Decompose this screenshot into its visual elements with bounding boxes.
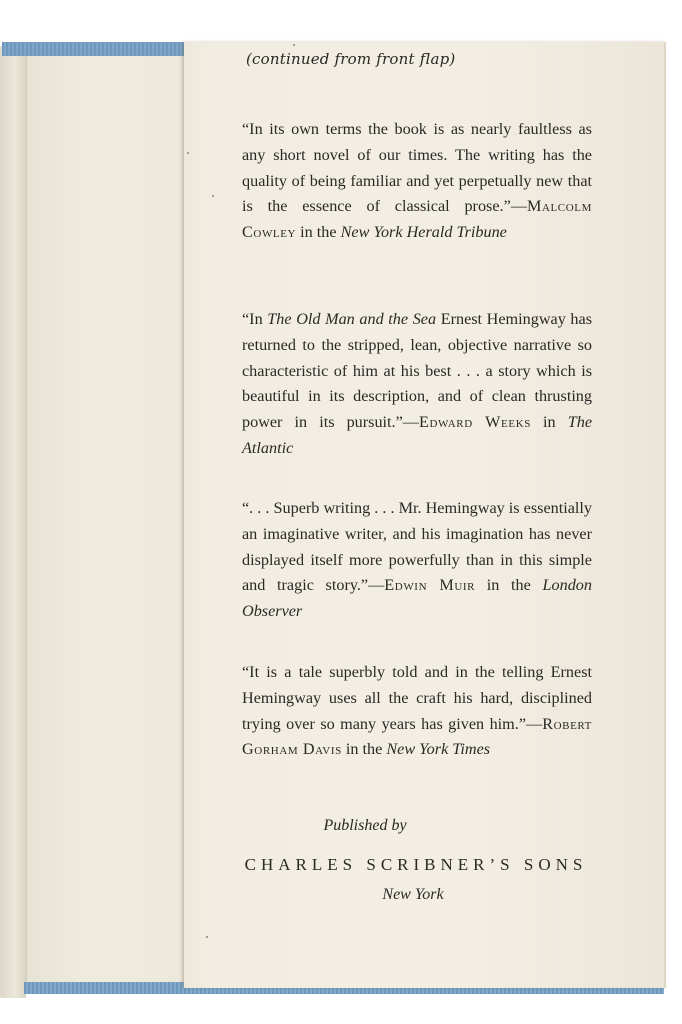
quote-source: New York Times: [386, 740, 491, 759]
publisher-city: New York: [382, 886, 444, 903]
book-page-edge: [0, 46, 26, 998]
paper-speck: [187, 152, 189, 154]
continued-note: (continued from front flap): [246, 50, 456, 68]
cloth-binding-top: [2, 42, 188, 56]
review-quote-4: [242, 660, 592, 763]
endpaper: [26, 56, 189, 984]
quote-connector: in: [530, 413, 568, 432]
quote-text: Ernest Hemingway has returned to the stripped, lean, objective narrative so characteristic of him at his best . . . a story which is beautiful in its description, and of clean thrusting power in its pursuit.”—: [242, 310, 592, 432]
quote-connector: in the: [475, 576, 543, 595]
quote-source: London Observer: [242, 576, 592, 621]
review-quote-1: [242, 117, 592, 246]
quote-source: The Atlantic: [242, 413, 593, 457]
review-quote-2: [242, 307, 592, 462]
published-by-label: Published by: [323, 817, 407, 834]
quote-connector: in the: [296, 223, 341, 242]
quote-text: “In its own terms the book is as nearly faultless as any short novel of our times. The writing has the quality of being familiar and yet perpetually new that is the essence of classical prose.”—: [242, 120, 592, 216]
book-title: The Old Man and the Sea: [267, 310, 437, 328]
paper-speck: [212, 195, 214, 197]
quote-source: New York Herald Tribune: [340, 223, 507, 242]
publisher-name: CHARLES SCRIBNER’S SONS: [244, 855, 588, 874]
quote-text: “It is a tale superbly told and in the telling Ernest Hemingway uses all the craft his hard, disciplined trying over so many years has given him.”—: [242, 663, 592, 733]
review-quote-3: [242, 496, 592, 625]
paper-speck: [293, 44, 295, 46]
quote-author: Edward Weeks: [418, 413, 531, 432]
paper-speck: [206, 936, 208, 938]
quote-author: Edwin Muir: [384, 576, 476, 595]
quote-author: Malcolm Cowley: [242, 197, 592, 242]
quote-text-start: “In: [242, 310, 268, 328]
quote-author: Robert Gorham Davis: [242, 714, 592, 759]
quote-text: “. . . Superb writing . . . Mr. Hemingway is essentially an imaginative writer, and his imagination has never displayed itself more powerfully than in this simple and tragic story.”—: [242, 499, 592, 595]
quote-connector: in the: [341, 740, 387, 759]
